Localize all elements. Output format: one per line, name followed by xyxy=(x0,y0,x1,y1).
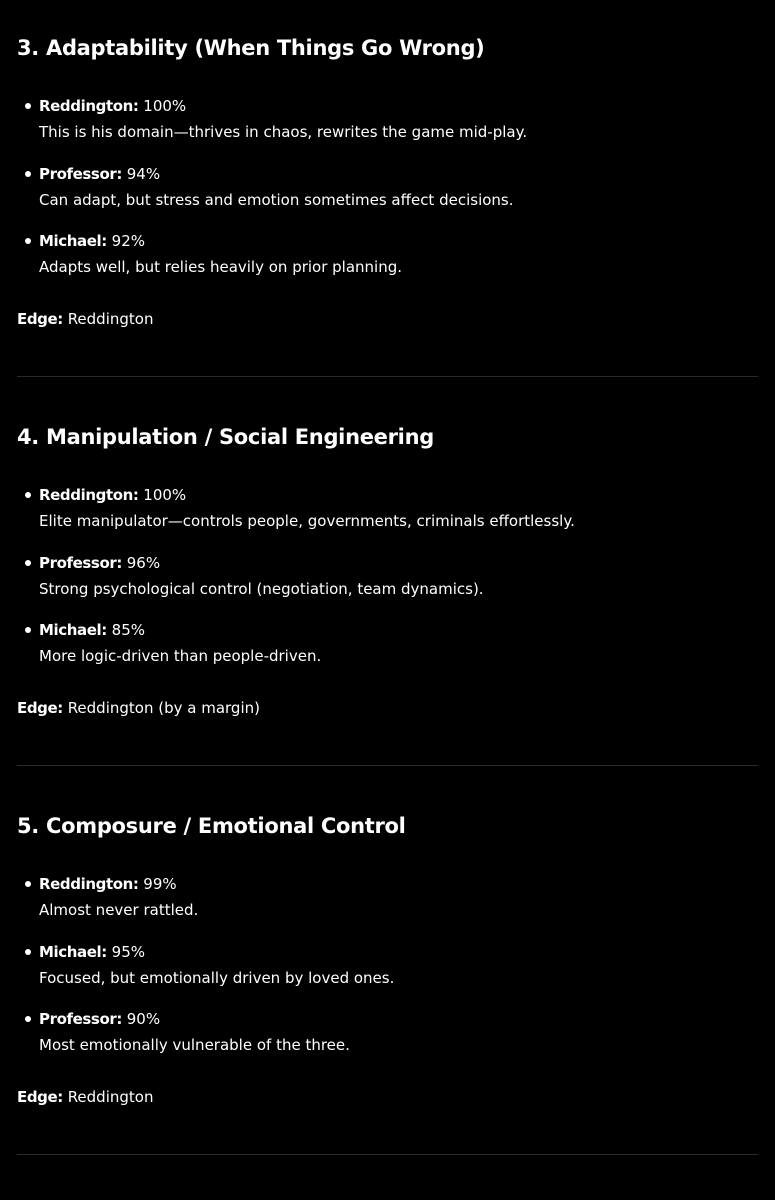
list-item xyxy=(17,874,758,942)
character-description: Adapts well, but relies heavily on prior planning. xyxy=(39,258,403,276)
bullet-icon xyxy=(25,560,31,566)
character-score: 92% xyxy=(111,232,145,250)
edge-label: Edge: xyxy=(17,309,63,328)
character-score: 96% xyxy=(126,553,161,572)
section-divider xyxy=(17,1154,758,1155)
character-name: Michael: xyxy=(39,942,107,961)
section-heading: 5. Composure / Emotional Control xyxy=(17,814,406,838)
character-name: Michael: xyxy=(39,621,107,639)
character-name: Reddington: xyxy=(39,486,139,504)
section-manipulation xyxy=(17,389,758,778)
character-name: Michael: xyxy=(39,232,107,250)
edge-summary xyxy=(17,309,758,329)
character-score: 90% xyxy=(126,1010,161,1028)
edge-summary xyxy=(17,1087,758,1107)
character-score: 100% xyxy=(143,97,187,115)
section-divider xyxy=(17,765,758,766)
section-heading: 3. Adaptability (When Things Go Wrong) xyxy=(17,36,485,60)
character-description: Almost never rattled. xyxy=(39,901,199,919)
list-item xyxy=(17,96,758,164)
list-item xyxy=(17,231,758,299)
bullet-icon xyxy=(25,627,31,633)
ranking-list xyxy=(17,96,758,299)
edge-value: Reddington xyxy=(67,1087,154,1106)
bullet-icon xyxy=(25,881,31,887)
edge-value: Reddington xyxy=(67,309,154,328)
character-name: Reddington: xyxy=(39,875,139,893)
character-description: Strong psychological control (negotiation, team dynamics). xyxy=(39,579,484,598)
character-name: Professor: xyxy=(39,164,122,183)
character-score: 85% xyxy=(111,621,145,639)
character-description: Elite manipulator—controls people, governments, criminals effortlessly. xyxy=(39,512,575,530)
list-item xyxy=(17,164,758,232)
bullet-icon xyxy=(25,1016,31,1022)
edge-summary xyxy=(17,698,758,718)
character-score: 100% xyxy=(143,486,187,504)
section-composure xyxy=(17,778,758,1167)
character-name: Reddington: xyxy=(39,97,139,115)
list-item xyxy=(17,553,758,621)
list-item xyxy=(17,942,758,1010)
section-adaptability xyxy=(17,0,758,389)
bullet-icon xyxy=(25,171,31,177)
character-description: Focused, but emotionally driven by loved ones. xyxy=(39,968,395,987)
character-score: 99% xyxy=(143,875,177,893)
character-description: Most emotionally vulnerable of the three. xyxy=(39,1036,350,1054)
section-heading: 4. Manipulation / Social Engineering xyxy=(17,425,434,449)
character-name: Professor: xyxy=(39,553,122,572)
bullet-icon xyxy=(25,949,31,955)
character-description: This is his domain—thrives in chaos, rewrites the game mid-play. xyxy=(39,123,528,141)
character-score: 95% xyxy=(111,942,145,961)
character-name: Professor: xyxy=(39,1010,122,1028)
bullet-icon xyxy=(25,238,31,244)
edge-value: Reddington (by a margin) xyxy=(67,698,260,717)
edge-label: Edge: xyxy=(17,1087,63,1106)
ranking-list xyxy=(17,874,758,1077)
edge-label: Edge: xyxy=(17,698,63,717)
character-score: 94% xyxy=(126,164,161,183)
bullet-icon xyxy=(25,103,31,109)
section-divider xyxy=(17,376,758,377)
character-description: Can adapt, but stress and emotion sometimes affect decisions. xyxy=(39,190,514,209)
character-description: More logic-driven than people-driven. xyxy=(39,647,322,665)
bullet-icon xyxy=(25,492,31,498)
list-item xyxy=(17,485,758,553)
ranking-list xyxy=(17,485,758,688)
list-item xyxy=(17,1009,758,1077)
list-item xyxy=(17,620,758,688)
